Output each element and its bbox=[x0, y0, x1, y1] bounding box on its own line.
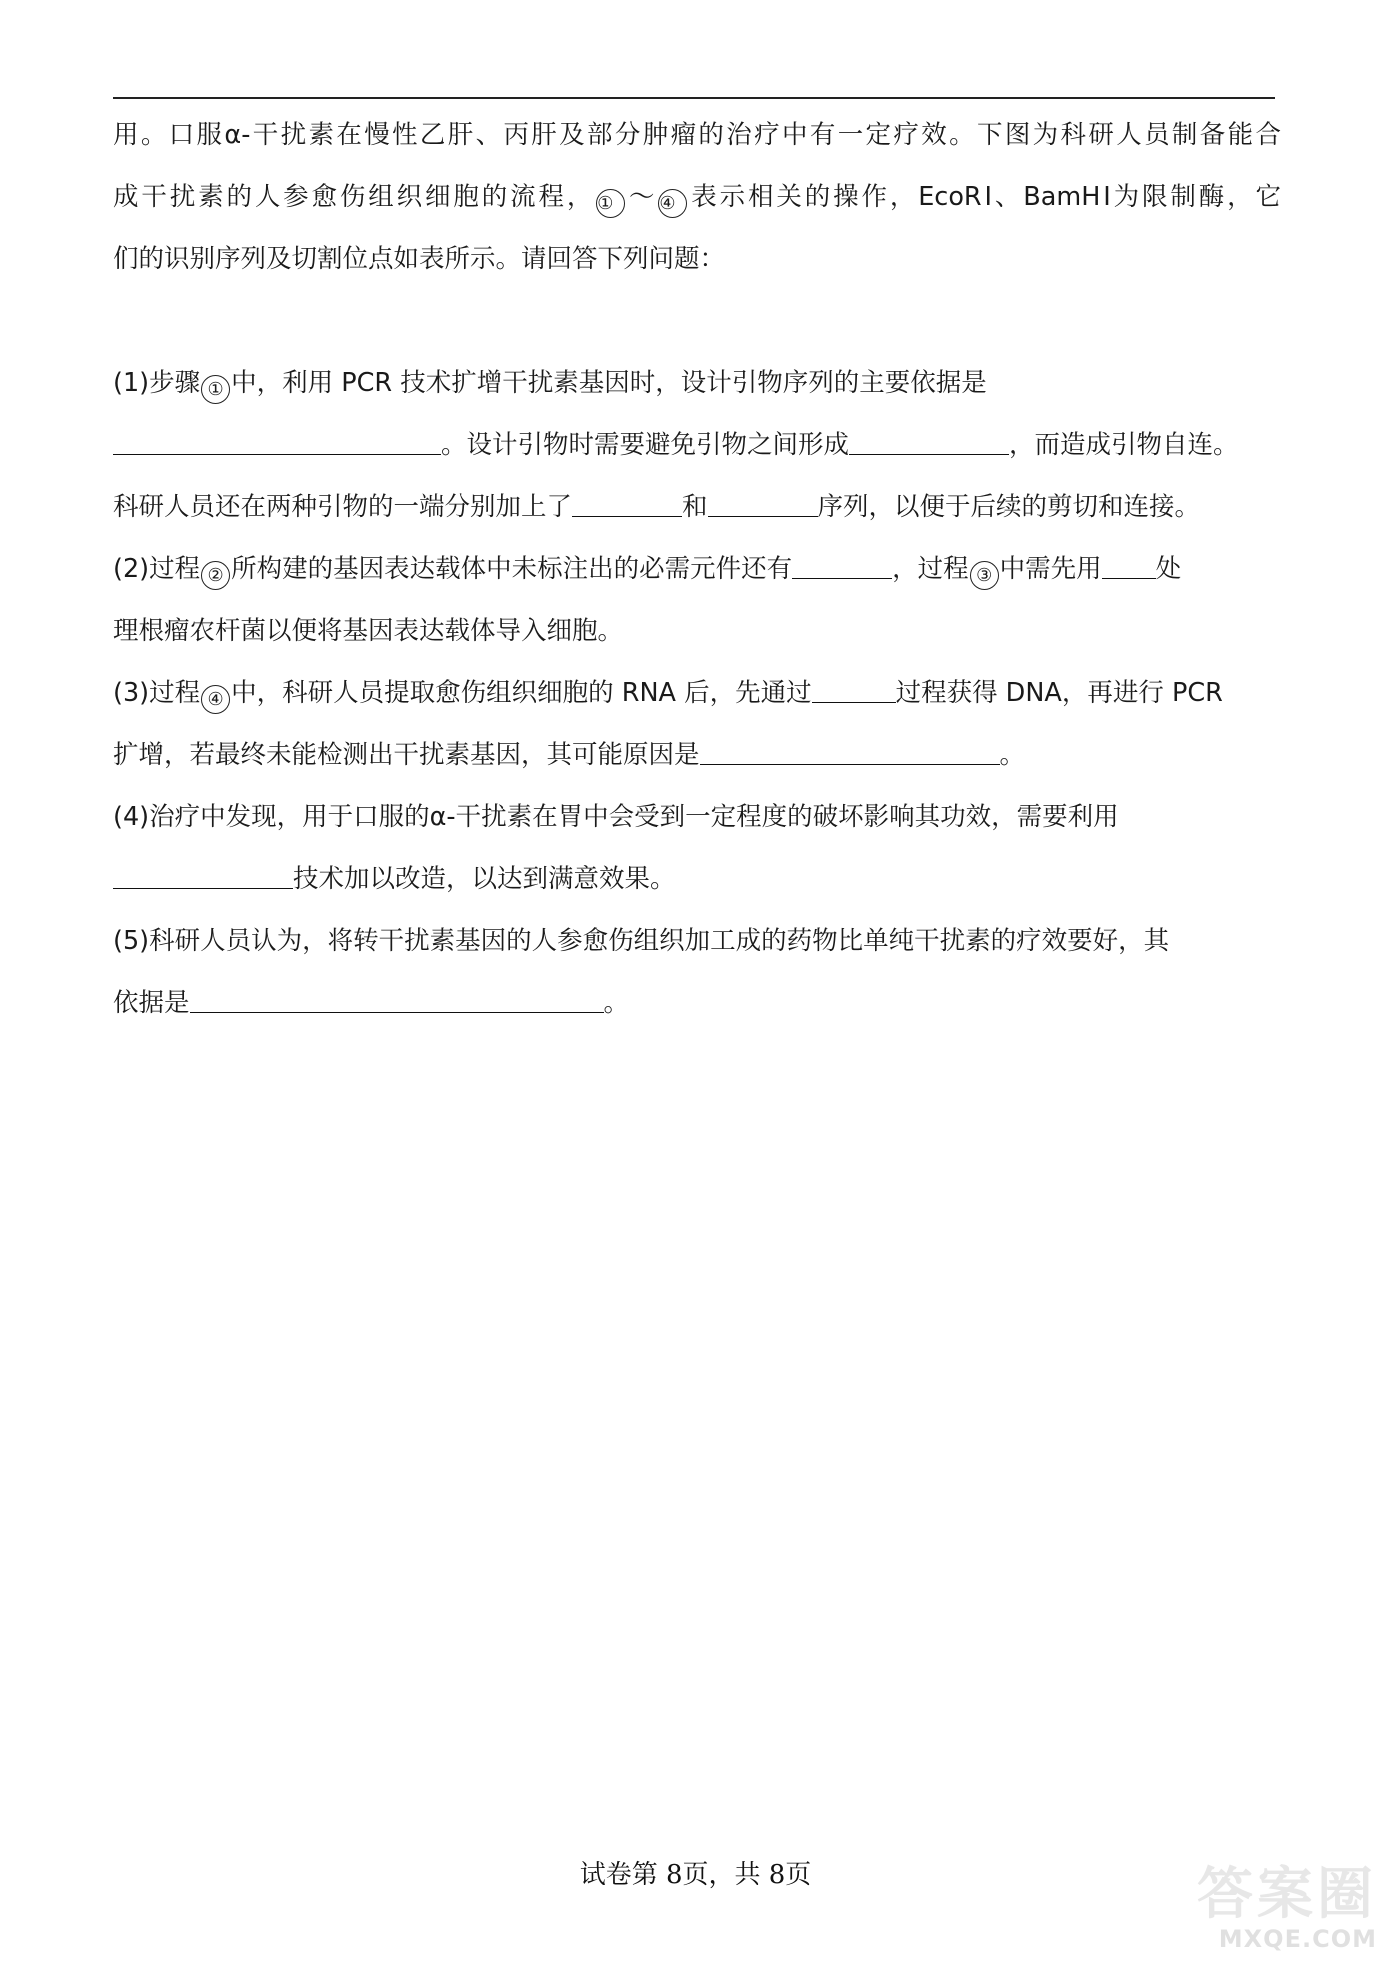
watermark-url: MXQE.COM bbox=[1218, 1925, 1377, 1953]
header-rule bbox=[113, 97, 1275, 99]
intro-line-3: 们的识别序列及切割位点如表所示。请回答下列问题： bbox=[113, 244, 726, 274]
page-footer: 试卷第 8页，共 8页 bbox=[579, 1860, 812, 1890]
answer-blank-q2-1[interactable] bbox=[792, 554, 892, 579]
watermark-logo bbox=[1147, 1862, 1377, 1957]
q3-line-2: 扩增，若最终未能检测出干扰素基因，其可能原因是 。 bbox=[113, 740, 1026, 770]
question-body bbox=[113, 104, 1281, 1034]
q2-line-2: 理根瘤农杆菌以便将基因表达载体导入细胞。 bbox=[113, 616, 624, 646]
spacer bbox=[113, 290, 1281, 352]
intro-line-2: 成干扰素的人参愈伤组织细胞的流程， ① ～ ④ 表示相关的操作，EcoRⅠ、BamHⅠ为限制酶，它 bbox=[113, 166, 1281, 228]
intro-line-1: 用。口服α-干扰素在慢性乙肝、丙肝及部分肿瘤的治疗中有一定疗效。下图为科研人员制备能合 bbox=[113, 120, 1281, 150]
q2-line-1: (2)过程 ② 所构建的基因表达载体中未标注出的必需元件还有 ，过程 ③ 中需先用 处 bbox=[113, 538, 1281, 600]
q5-line-2: 依据是 。 bbox=[113, 988, 630, 1018]
answer-blank-q4-1[interactable] bbox=[113, 864, 293, 889]
q1-line-2: 。设计引物时需要避免引物之间形成 ，而造成引物自连。 bbox=[113, 414, 1281, 476]
circled-number-2: ② bbox=[201, 561, 230, 590]
circled-number-1: ① bbox=[596, 189, 625, 218]
circled-number-3: ③ bbox=[970, 561, 999, 590]
answer-blank-q1-4[interactable] bbox=[708, 492, 818, 517]
answer-blank-q1-2[interactable] bbox=[849, 430, 1009, 455]
circled-number-4: ④ bbox=[658, 189, 687, 218]
circled-number-4: ④ bbox=[201, 685, 230, 714]
answer-blank-q5-1[interactable] bbox=[190, 988, 604, 1013]
answer-blank-q1-3[interactable] bbox=[572, 492, 682, 517]
answer-blank-q1-1[interactable] bbox=[113, 430, 441, 455]
q4-line-2: 技术加以改造，以达到满意效果。 bbox=[113, 848, 1281, 910]
circled-number-1: ① bbox=[201, 375, 230, 404]
q3-line-1: (3)过程 ④ 中，科研人员提取愈伤组织细胞的 RNA 后，先通过 过程获得 DNA，再进行 PCR bbox=[113, 662, 1281, 724]
watermark-text: 答案圈 bbox=[1197, 1862, 1377, 1927]
q1-line-1: (1)步骤 ① 中，利用 PCR 技术扩增干扰素基因时，设计引物序列的主要依据是 bbox=[113, 352, 1281, 414]
answer-blank-q3-2[interactable] bbox=[700, 740, 1000, 765]
answer-blank-q3-1[interactable] bbox=[812, 678, 896, 703]
q5-line-1: (5)科研人员认为，将转干扰素基因的人参愈伤组织加工成的药物比单纯干扰素的疗效要好，其 bbox=[113, 926, 1170, 956]
q4-line-1: (4)治疗中发现，用于口服的α-干扰素在胃中会受到一定程度的破坏影响其功效，需要利用 bbox=[113, 802, 1119, 832]
q1-line-3: 科研人员还在两种引物的一端分别加上了 和 序列，以便于后续的剪切和连接。 bbox=[113, 492, 1201, 522]
answer-blank-q2-2[interactable] bbox=[1102, 554, 1156, 579]
